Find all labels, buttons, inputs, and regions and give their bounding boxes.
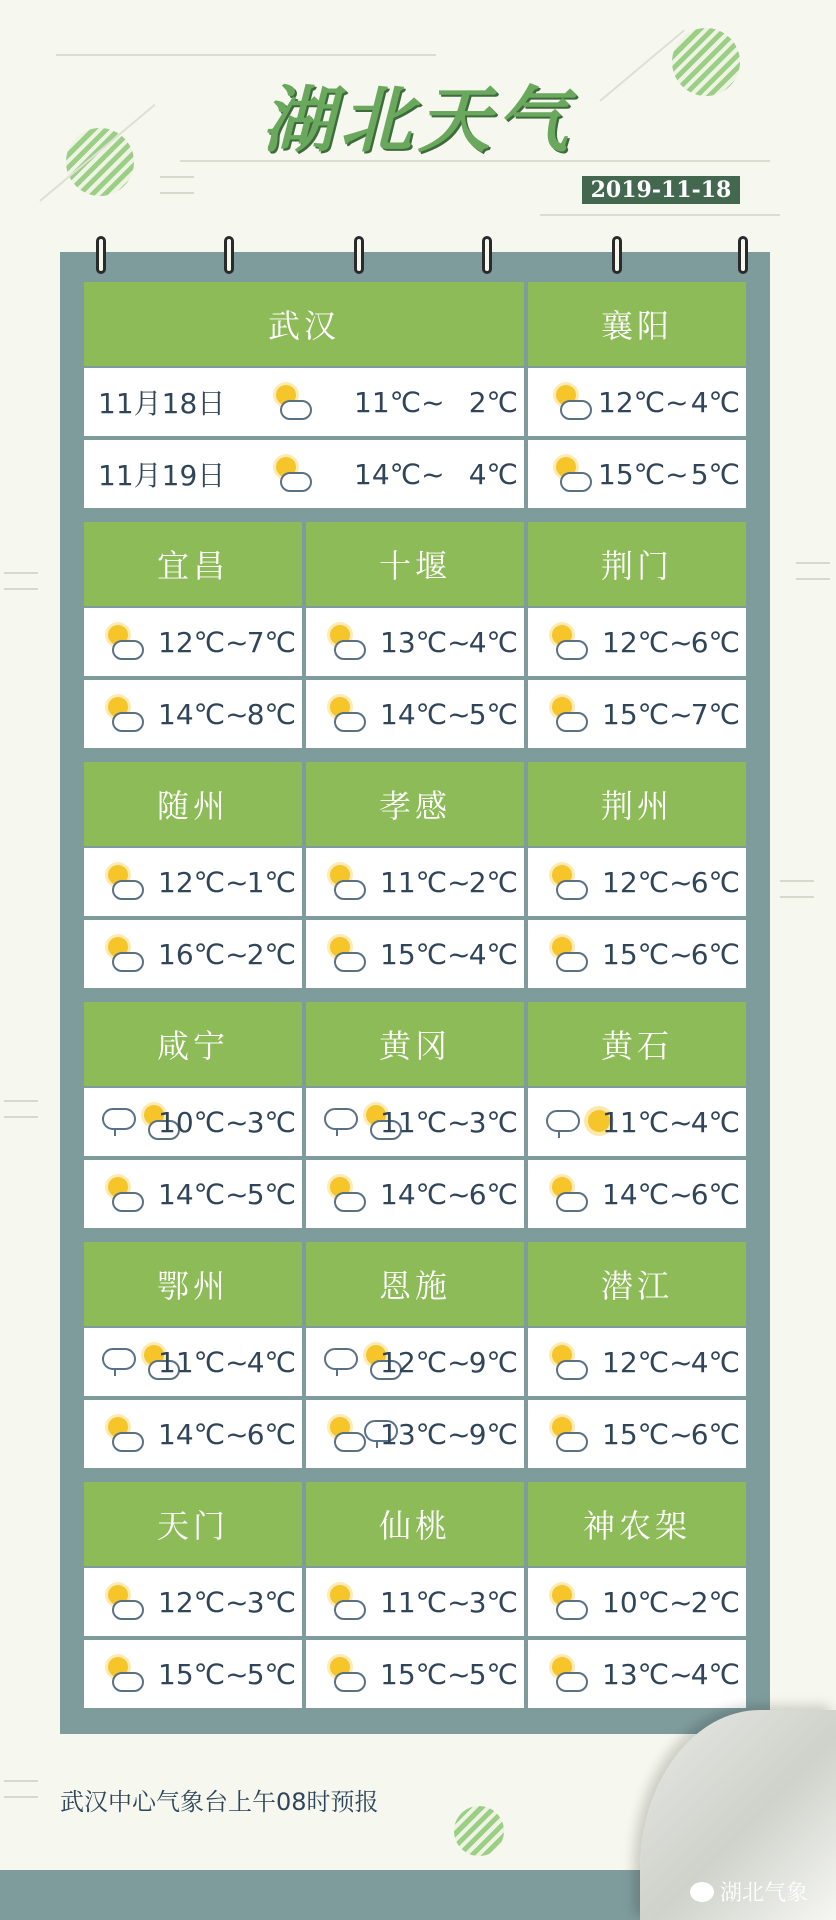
forecast-source: 武汉中心气象台上午08时预报 [60, 1788, 379, 1816]
weather-icons [546, 1414, 586, 1454]
decorative-dash [4, 1100, 38, 1118]
high-temp: 15℃~ [380, 937, 471, 971]
weather-icons [546, 934, 586, 974]
city-forecast-card [528, 762, 746, 992]
forecast-row [528, 440, 746, 508]
forecast-row [84, 920, 302, 988]
low-temp: 1℃ [246, 865, 296, 899]
weather-icons [324, 934, 364, 974]
forecast-row [84, 1160, 302, 1228]
high-temp: 14℃~ [354, 457, 445, 491]
sun-cloud-icon [102, 694, 142, 734]
weather-icons [546, 1342, 586, 1382]
sun-cloud-icon [546, 1414, 586, 1454]
sun-cloud-icon [270, 382, 310, 422]
high-temp: 14℃~ [158, 1417, 249, 1451]
rain-cloud-icon [102, 1342, 138, 1378]
weather-icons [550, 382, 590, 422]
low-temp: 9℃ [468, 1417, 518, 1451]
sun-cloud-icon [102, 934, 142, 974]
decorative-dash [780, 880, 814, 898]
high-temp: 15℃~ [602, 697, 693, 731]
low-temp: 6℃ [690, 625, 740, 659]
high-temp: 12℃~ [158, 865, 249, 899]
binder-ring [738, 236, 748, 274]
forecast-row [528, 1088, 746, 1156]
weather-icons [324, 1654, 364, 1694]
high-temp: 12℃~ [602, 625, 693, 659]
low-temp: 2℃ [468, 385, 518, 419]
low-temp: 6℃ [468, 1177, 518, 1211]
high-temp: 14℃~ [158, 1177, 249, 1211]
low-temp: 6℃ [246, 1417, 296, 1451]
low-temp: 6℃ [690, 1177, 740, 1211]
weather-icons [102, 1582, 142, 1622]
sun-cloud-icon [102, 1654, 142, 1694]
low-temp: 6℃ [690, 1417, 740, 1451]
binder-ring [96, 236, 106, 274]
high-temp: 12℃~ [602, 865, 693, 899]
decorative-dash [4, 572, 38, 590]
high-temp: 14℃~ [158, 697, 249, 731]
sun-cloud-icon [324, 862, 364, 902]
forecast-row [528, 1400, 746, 1468]
low-temp: 3℃ [468, 1105, 518, 1139]
forecast-row [84, 1400, 302, 1468]
forecast-row [528, 848, 746, 916]
low-temp: 4℃ [468, 457, 518, 491]
city-name: 荆州 [528, 762, 746, 846]
city-forecast-card [84, 1482, 302, 1712]
weather-icons [546, 1174, 586, 1214]
sun-cloud-icon [546, 1342, 586, 1382]
low-temp: 4℃ [468, 937, 518, 971]
city-forecast-card [306, 522, 524, 752]
weather-icons [102, 1654, 142, 1694]
city-name: 武汉 [84, 282, 524, 366]
high-temp: 15℃~ [158, 1657, 249, 1691]
weather-icons [546, 622, 586, 662]
low-temp: 4℃ [246, 1345, 296, 1379]
low-temp: 5℃ [690, 457, 740, 491]
city-name: 荆门 [528, 522, 746, 606]
high-temp: 11℃~ [354, 385, 445, 419]
weather-icons [324, 1582, 364, 1622]
low-temp: 6℃ [690, 865, 740, 899]
forecast-row [306, 848, 524, 916]
city-name: 黄冈 [306, 1002, 524, 1086]
sun-cloud-icon [102, 1174, 142, 1214]
weather-icons [324, 694, 364, 734]
high-temp: 14℃~ [380, 1177, 471, 1211]
decorative-line [540, 214, 780, 216]
city-name: 咸宁 [84, 1002, 302, 1086]
binder-ring [612, 236, 622, 274]
city-forecast-card [306, 1002, 524, 1232]
forecast-row [84, 368, 524, 436]
weather-icons [102, 622, 142, 662]
high-temp: 12℃~ [380, 1345, 471, 1379]
city-forecast-card [84, 282, 524, 512]
forecast-row [528, 368, 746, 436]
wechat-icon [690, 1882, 714, 1902]
forecast-row [84, 680, 302, 748]
weather-icons [102, 694, 142, 734]
decorative-dash [4, 1780, 38, 1798]
city-name: 孝感 [306, 762, 524, 846]
page-title: 湖北天气 [261, 77, 574, 162]
low-temp: 3℃ [246, 1105, 296, 1139]
low-temp: 7℃ [690, 697, 740, 731]
sun-cloud-icon [324, 1582, 364, 1622]
city-name: 恩施 [306, 1242, 524, 1326]
decorative-circle [454, 1806, 504, 1856]
low-temp: 2℃ [246, 937, 296, 971]
decorative-dash [160, 176, 194, 194]
city-name: 十堰 [306, 522, 524, 606]
low-temp: 8℃ [246, 697, 296, 731]
city-name: 天门 [84, 1482, 302, 1566]
sun-cloud-icon [102, 1582, 142, 1622]
high-temp: 13℃~ [602, 1657, 693, 1691]
high-temp: 13℃~ [380, 625, 471, 659]
forecast-row [528, 608, 746, 676]
weather-icons [270, 382, 310, 422]
low-temp: 5℃ [246, 1657, 296, 1691]
decorative-line [56, 54, 436, 56]
forecast-row [84, 440, 524, 508]
city-forecast-card [528, 1482, 746, 1712]
forecast-row [84, 1328, 302, 1396]
weather-icons [102, 1174, 142, 1214]
weather-icons [324, 622, 364, 662]
forecast-row [84, 1088, 302, 1156]
sun-cloud-icon [546, 934, 586, 974]
low-temp: 4℃ [690, 1345, 740, 1379]
forecast-row [306, 1568, 524, 1636]
city-forecast-card [306, 762, 524, 992]
city-forecast-card [528, 1242, 746, 1472]
sun-cloud-icon [102, 862, 142, 902]
sun-cloud-icon [324, 622, 364, 662]
forecast-row [528, 1568, 746, 1636]
sun-cloud-icon [546, 1654, 586, 1694]
sun-cloud-icon [324, 1654, 364, 1694]
weather-icons [546, 862, 586, 902]
forecast-row [84, 1568, 302, 1636]
city-forecast-card [306, 1242, 524, 1472]
weather-icons [102, 862, 142, 902]
forecast-row [306, 1400, 524, 1468]
weather-icons [550, 454, 590, 494]
city-forecast-card [84, 762, 302, 992]
forecast-row [528, 920, 746, 988]
low-temp: 3℃ [246, 1585, 296, 1619]
low-temp: 5℃ [246, 1177, 296, 1211]
low-temp: 6℃ [690, 937, 740, 971]
rain-cloud-icon [324, 1342, 360, 1378]
low-temp: 4℃ [468, 625, 518, 659]
sun-cloud-icon [324, 934, 364, 974]
forecast-row [84, 1640, 302, 1708]
forecast-row [306, 920, 524, 988]
high-temp: 15℃~ [602, 937, 693, 971]
high-temp: 15℃~ [380, 1657, 471, 1691]
forecast-row [528, 1160, 746, 1228]
forecast-row [528, 1328, 746, 1396]
forecast-row [306, 680, 524, 748]
high-temp: 11℃~ [602, 1105, 693, 1139]
forecast-date: 11月19日 [98, 459, 226, 492]
sun-cloud-icon [546, 862, 586, 902]
high-temp: 11℃~ [158, 1345, 249, 1379]
city-name: 襄阳 [528, 282, 746, 366]
city-name: 潜江 [528, 1242, 746, 1326]
forecast-date: 11月18日 [98, 387, 226, 420]
low-temp: 4℃ [690, 1105, 740, 1139]
weather-icons [546, 1582, 586, 1622]
high-temp: 15℃~ [598, 457, 689, 491]
weather-icons [546, 1654, 586, 1694]
low-temp: 3℃ [468, 1585, 518, 1619]
rain-cloud-icon [546, 1104, 582, 1140]
sun-cloud-icon [546, 1582, 586, 1622]
city-name: 随州 [84, 762, 302, 846]
sun-cloud-icon [102, 1414, 142, 1454]
high-temp: 10℃~ [602, 1585, 693, 1619]
high-temp: 12℃~ [158, 1585, 249, 1619]
city-forecast-card [84, 1242, 302, 1472]
high-temp: 14℃~ [602, 1177, 693, 1211]
binder-ring [482, 236, 492, 274]
sun-cloud-icon [324, 1174, 364, 1214]
sun-cloud-icon [324, 694, 364, 734]
weather-icons [270, 454, 310, 494]
sun-cloud-icon [550, 382, 590, 422]
city-name: 鄂州 [84, 1242, 302, 1326]
forecast-row [84, 848, 302, 916]
weather-icons [546, 694, 586, 734]
date-label: 2019-11-18 [582, 176, 740, 204]
high-temp: 14℃~ [380, 697, 471, 731]
binder-ring [354, 236, 364, 274]
high-temp: 10℃~ [158, 1105, 249, 1139]
weather-icons [102, 1414, 142, 1454]
binder-ring [224, 236, 234, 274]
low-temp: 5℃ [468, 697, 518, 731]
forecast-row [306, 1328, 524, 1396]
forecast-row [84, 608, 302, 676]
forecast-row [306, 1088, 524, 1156]
low-temp: 4℃ [690, 1657, 740, 1691]
high-temp: 11℃~ [380, 1105, 471, 1139]
sun-cloud-icon [102, 622, 142, 662]
forecast-row [528, 1640, 746, 1708]
rain-cloud-icon [324, 1102, 360, 1138]
brand-label [690, 1876, 808, 1907]
brand-name: 湖北气象 [720, 1881, 809, 1906]
high-temp: 11℃~ [380, 1585, 471, 1619]
sun-cloud-icon [270, 454, 310, 494]
sun-cloud-icon [546, 1174, 586, 1214]
sun-cloud-icon [324, 1414, 364, 1454]
decorative-dash [796, 562, 830, 580]
city-forecast-card [528, 1002, 746, 1232]
high-temp: 16℃~ [158, 937, 249, 971]
high-temp: 11℃~ [380, 865, 471, 899]
city-forecast-card [306, 1482, 524, 1712]
city-forecast-card [528, 282, 746, 512]
city-forecast-card [84, 1002, 302, 1232]
city-name: 黄石 [528, 1002, 746, 1086]
city-name: 宜昌 [84, 522, 302, 606]
low-temp: 7℃ [246, 625, 296, 659]
forecast-row [306, 1640, 524, 1708]
high-temp: 12℃~ [158, 625, 249, 659]
high-temp: 12℃~ [598, 385, 689, 419]
high-temp: 12℃~ [602, 1345, 693, 1379]
weather-icons [324, 1174, 364, 1214]
forecast-row [528, 680, 746, 748]
low-temp: 2℃ [690, 1585, 740, 1619]
weather-icons [102, 934, 142, 974]
low-temp: 4℃ [690, 385, 740, 419]
sun-cloud-icon [546, 622, 586, 662]
low-temp: 5℃ [468, 1657, 518, 1691]
city-forecast-card [84, 522, 302, 752]
rain-cloud-icon [102, 1102, 138, 1138]
high-temp: 15℃~ [602, 1417, 693, 1451]
forecast-row [306, 608, 524, 676]
low-temp: 9℃ [468, 1345, 518, 1379]
low-temp: 2℃ [468, 865, 518, 899]
forecast-row [306, 1160, 524, 1228]
sun-cloud-icon [546, 694, 586, 734]
city-forecast-card [528, 522, 746, 752]
weather-icons [324, 862, 364, 902]
city-name: 神农架 [528, 1482, 746, 1566]
city-name: 仙桃 [306, 1482, 524, 1566]
sun-cloud-icon [550, 454, 590, 494]
high-temp: 13℃~ [380, 1417, 471, 1451]
